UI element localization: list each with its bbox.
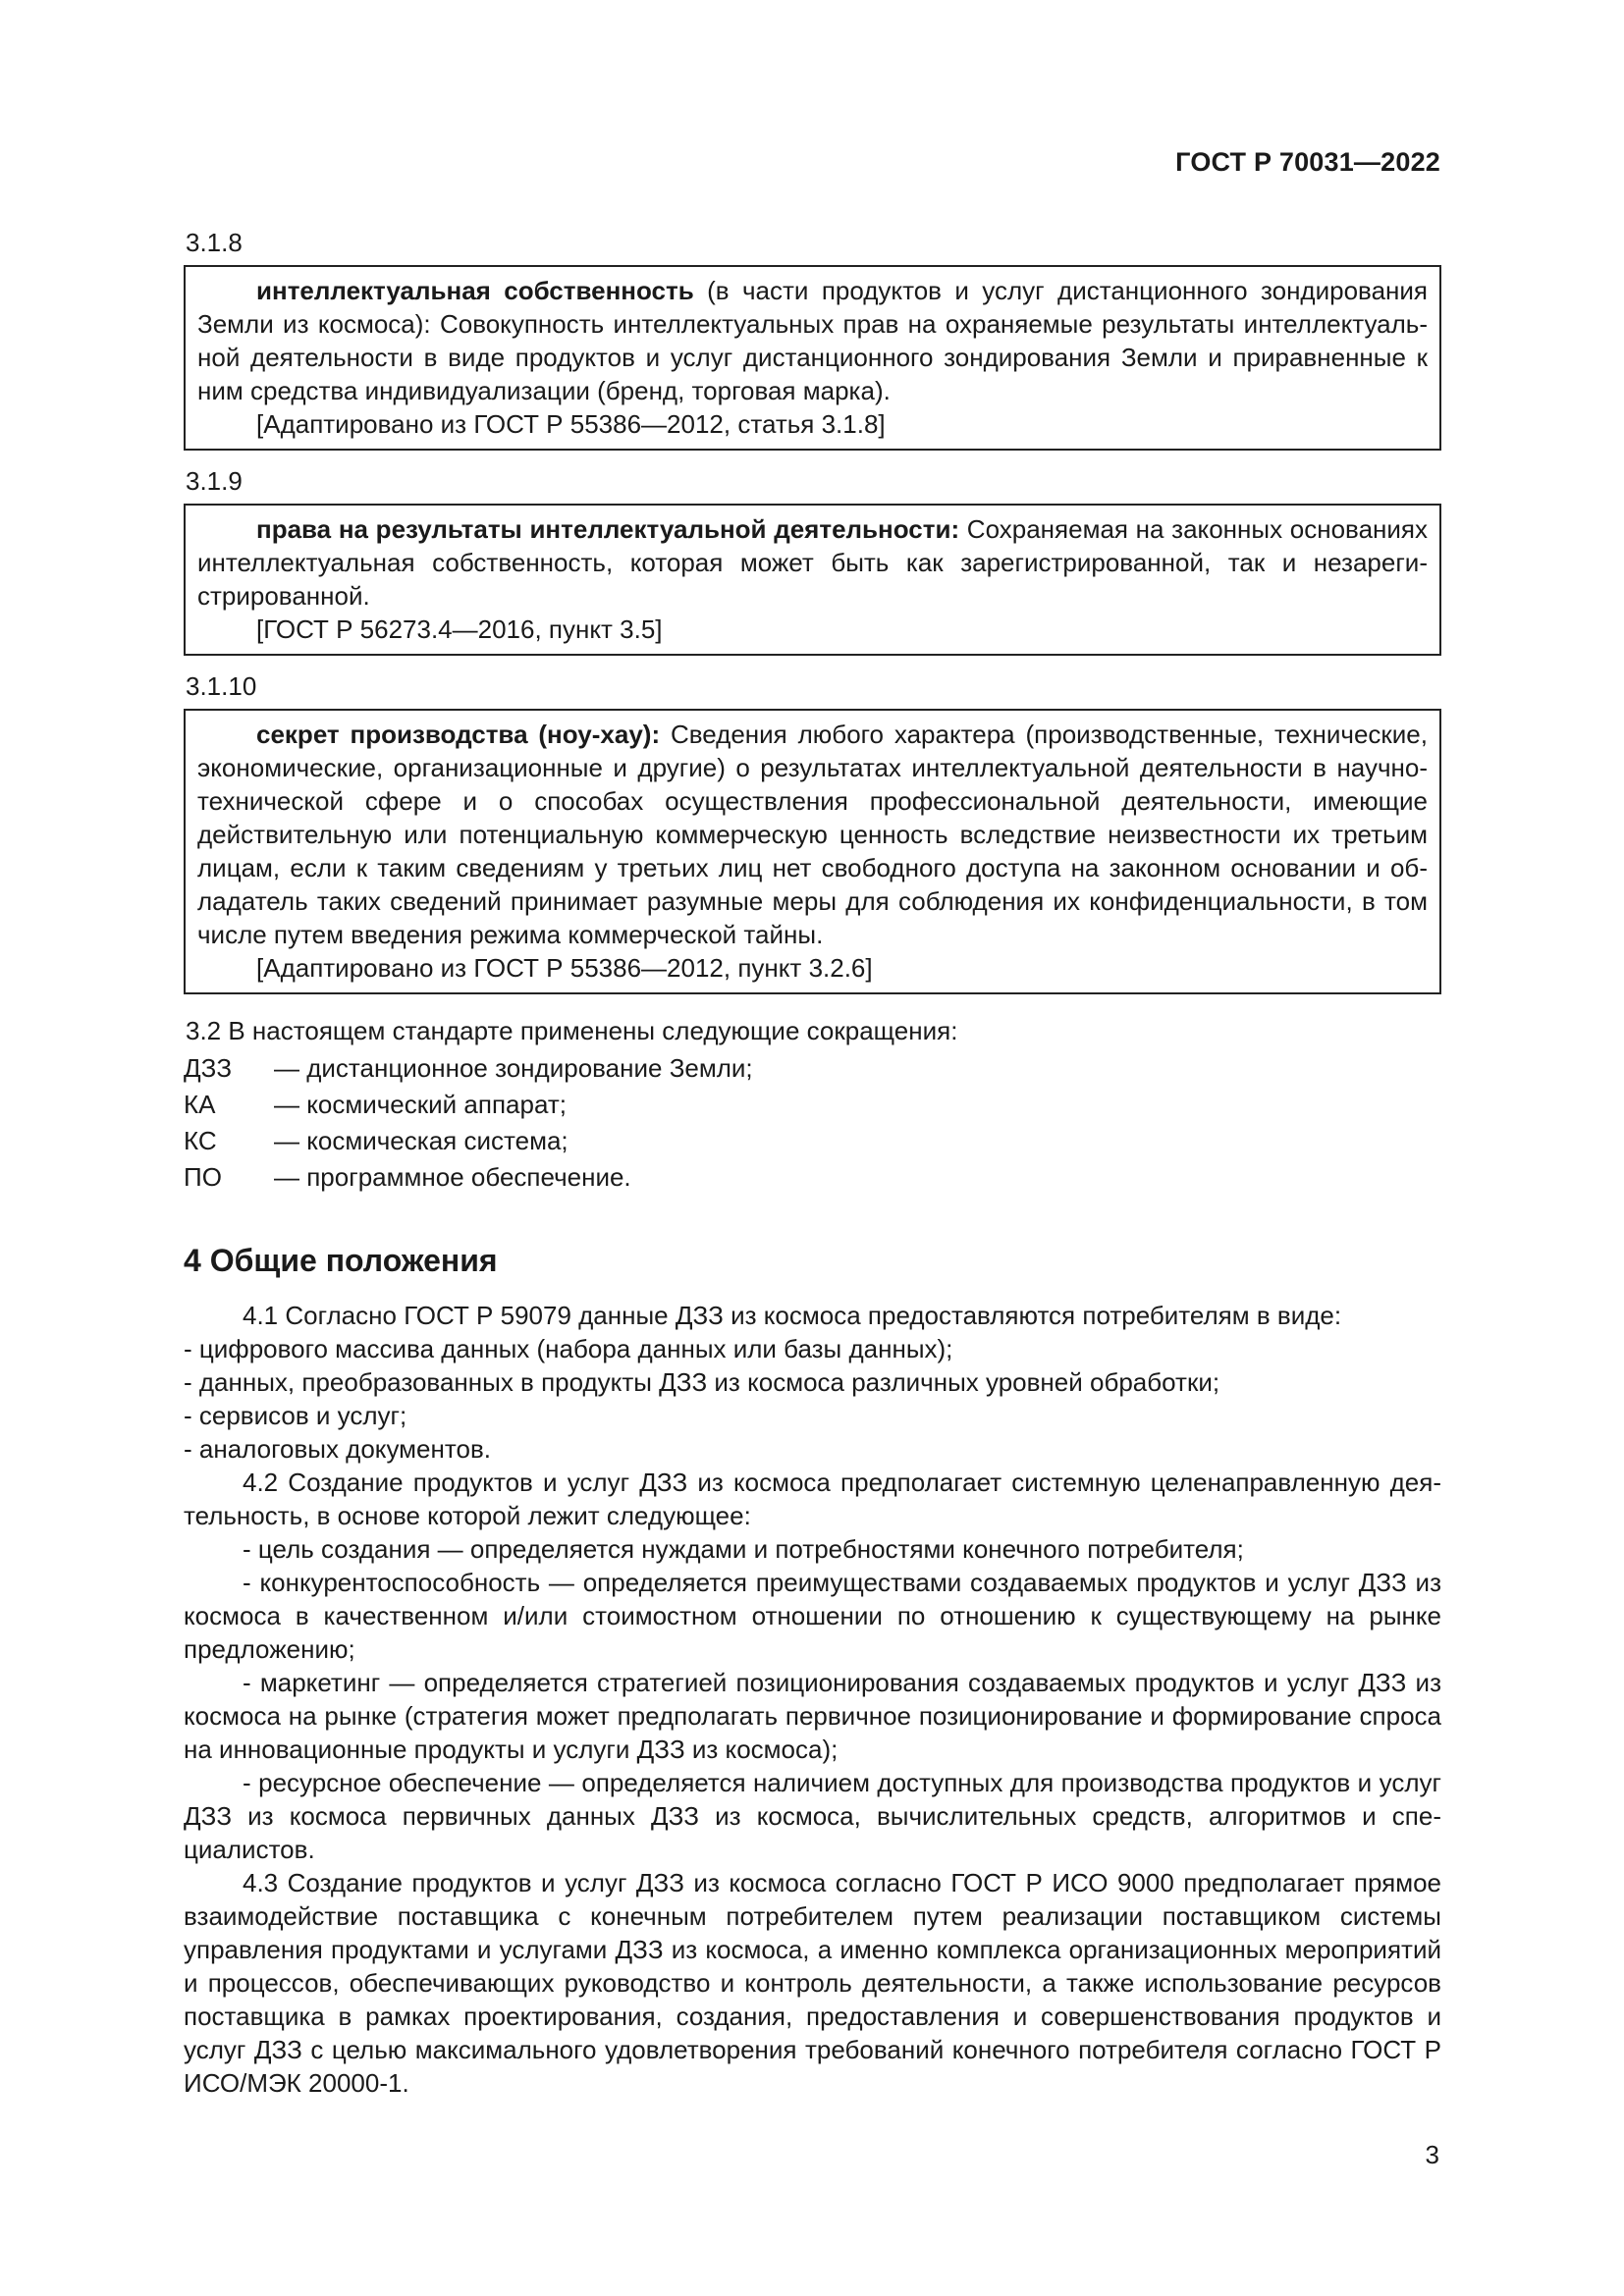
list-item: - цель создания — определяется нуждами и потребностями конечного потребителя;	[243, 1534, 1244, 1564]
abbreviation-value: — космическая система;	[274, 1125, 568, 1155]
term-source: [ГОСТ Р 56273.4—2016, пункт 3.5]	[256, 614, 663, 644]
term-text: Сохраняемая на законных основаниях интеллектуальная собственность, которая может быть как зарегистрированной, так и незарегистрированной.	[197, 514, 1428, 611]
page-content	[184, 226, 1441, 2100]
term-source: [Адаптировано из ГОСТ Р 55386—2012, пункт 3.2.6]	[256, 953, 873, 983]
term-title: секрет производства (ноу-хау):	[256, 720, 661, 749]
abbreviation-key: ДЗЗ	[184, 1052, 233, 1083]
list-item: - конкурентоспособность — определяется преимуществами создаваемых продуктов и услуг ДЗЗ из космоса в качественном и/или стоимостном отношении по отношению к существующему на рынке предложению;	[184, 1568, 1441, 1664]
term-box-3-1-8	[184, 265, 1441, 451]
abbreviation-value: — дистанционное зондирование Земли;	[274, 1052, 753, 1083]
abbreviation-row	[184, 1049, 1441, 1086]
document-header: ГОСТ Р 70031—2022	[1175, 147, 1440, 177]
abbreviation-row	[184, 1122, 1441, 1158]
abbreviation-row	[184, 1158, 1441, 1195]
term-definition	[197, 274, 1428, 407]
abbreviation-value: — космический аппарат;	[274, 1089, 567, 1119]
term-box-3-1-9	[184, 504, 1441, 656]
term-number-text: 3.1.9	[186, 466, 243, 496]
term-number-text: 3.1.10	[186, 671, 257, 701]
list-item: - аналоговых документов.	[184, 1434, 491, 1464]
abbreviation-value: — программное обеспечение.	[274, 1161, 631, 1192]
abbreviation-key: КС	[184, 1125, 217, 1155]
abbreviations-list	[184, 1049, 1441, 1195]
abbreviations-intro: 3.2 В настоящем стандарте применены следующие сокращения:	[186, 1016, 958, 1045]
term-box-3-1-10	[184, 709, 1441, 994]
term-number	[184, 464, 1441, 498]
list-item: - цифрового массива данных (набора данных или базы данных);	[184, 1334, 953, 1363]
page-number: 3	[1425, 2140, 1439, 2169]
term-source: [Адаптировано из ГОСТ Р 55386—2012, статья 3.1.8]	[256, 409, 886, 439]
term-number	[184, 669, 1441, 703]
term-definition	[197, 512, 1428, 613]
paragraph-4-2: 4.2 Создание продуктов и услуг ДЗЗ из космоса предполагает системную целенаправленную деятельность, в основе которой лежит следующее:	[184, 1468, 1441, 1530]
list-4-2	[184, 1532, 1441, 1866]
list-item: - сервисов и услуг;	[184, 1401, 407, 1430]
abbreviation-row	[184, 1086, 1441, 1122]
term-number	[184, 226, 1441, 259]
term-title: интеллектуальная собственность	[256, 276, 694, 305]
paragraph-4-1: 4.1 Согласно ГОСТ Р 59079 данные ДЗЗ из космоса предоставляются потребителям в виде:	[243, 1301, 1342, 1330]
term-title: права на результаты интеллектуальной деятельности:	[256, 514, 960, 544]
abbreviation-key: КА	[184, 1089, 216, 1119]
abbreviation-key: ПО	[184, 1161, 222, 1192]
term-number-text: 3.1.8	[186, 228, 243, 257]
list-item: - ресурсное обеспечение — определяется наличием доступных для производства продуктов и услуг ДЗЗ из космоса первичных данных ДЗЗ из космоса, вычислительных средств, алгоритмов и специалистов.	[184, 1768, 1441, 1864]
list-item: - данных, преобразованных в продукты ДЗЗ из космоса различных уровней обработки;	[184, 1367, 1220, 1397]
list-item: - маркетинг — определяется стратегией позиционирования создаваемых продуктов и услуг ДЗЗ из космоса на рынке (стратегия может предполагать первичное позиционирование и формирование спроса на инновационные продукты и услуги ДЗЗ из космоса);	[184, 1668, 1441, 1764]
term-text: Сведения любого характера (производственные, технические, экономические, организационные и другие) о результатах интеллектуальной деятельности в научно-технической сфере и о способах осуществления профессиональной деятельности, имеющие действительную или потенциальную коммерческую ценность вследствие неизвестности их третьим лицам, если к таким сведениям у третьих лиц нет свободного доступа на законном основании и обладатель таких сведений принимает разумные меры для соблюдения их конфиденциальности, в том числе путем введения режима коммерческой тайны.	[197, 720, 1428, 949]
term-definition	[197, 718, 1428, 951]
paragraph-4-3: 4.3 Создание продуктов и услуг ДЗЗ из космоса согласно ГОСТ Р ИСО 9000 предполагает прямое взаимодействие поставщика с конечным потребителем путем реализации поставщиком системы управления продуктами и услугами ДЗЗ из космоса, а именно комплекса организационных мероприятий и процессов, обеспечивающих руководство и контроль деятельности, а также использование ресурсов поставщика в рамках проектирования, создания, предоставления и совершенствования продуктов и услуг ДЗЗ с целью максимального удовлетворения требований конечного потребителя согласно ГОСТ Р ИСО/МЭК 20000-1.	[184, 1868, 1441, 2098]
section-title: 4 Общие положения	[184, 1243, 498, 1278]
term-text: (в части продуктов и услуг дистанционного зондирования Земли из космоса): Совокупность интеллектуальных прав на охраняемые результаты интеллектуальной деятельности в виде продуктов и услуг дистанционного зондирования Земли и приравненные к ним средства индивидуализации (бренд, торговая марка).	[197, 276, 1428, 405]
list-4-1	[184, 1332, 1441, 1466]
